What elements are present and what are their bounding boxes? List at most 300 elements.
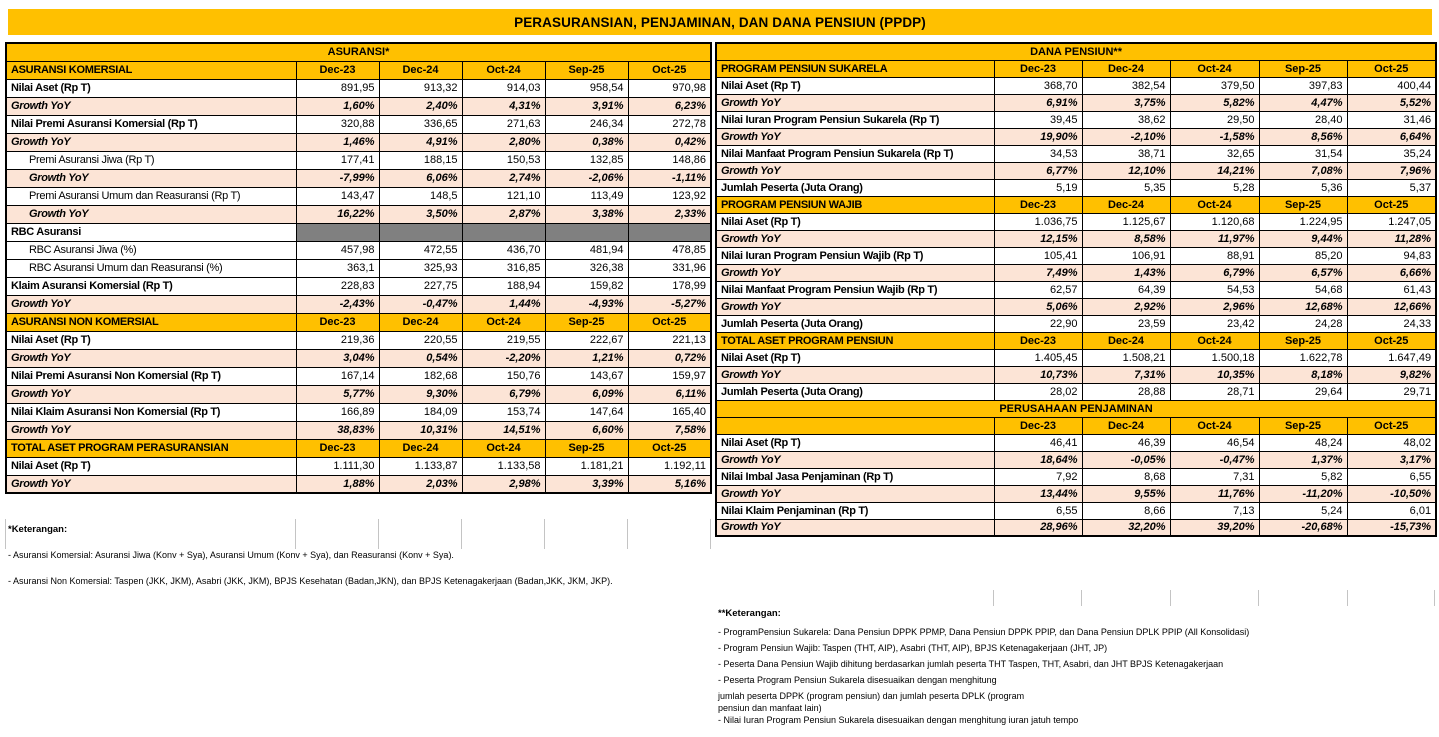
section-header-label: PROGRAM PENSIUN WAJIB [716,196,994,213]
gridline-stub [710,519,711,549]
value-cell: 12,10% [1082,162,1170,179]
value-cell: 10,73% [994,366,1082,383]
value-cell: 38,83% [296,421,379,439]
value-cell: 7,31% [1082,366,1170,383]
column-header: Oct-25 [1347,332,1436,349]
disabled-cell [379,223,462,241]
column-header: Oct-25 [628,439,711,457]
column-header: Oct-25 [628,61,711,79]
dana-pensiun-table [715,42,1437,537]
value-cell: 1,44% [462,295,545,313]
value-cell: 336,65 [379,115,462,133]
value-cell: 123,92 [628,187,711,205]
column-header: Dec-24 [1082,60,1170,77]
value-cell: 5,36 [1259,179,1347,196]
value-cell: 2,92% [1082,298,1170,315]
column-header: Sep-25 [1259,196,1347,213]
value-cell: 24,33 [1347,315,1436,332]
value-cell: 23,42 [1170,315,1259,332]
value-cell: 1.120,68 [1170,213,1259,230]
value-cell: 2,98% [462,475,545,493]
column-header: Dec-23 [994,196,1082,213]
row-label: Growth YoY [716,230,994,247]
row-label: Nilai Manfaat Program Pensiun Sukarela (Rp T) [716,145,994,162]
value-cell: 271,63 [462,115,545,133]
value-cell: 38,71 [1082,145,1170,162]
value-cell: 10,31% [379,421,462,439]
row-label: Nilai Aset (Rp T) [6,457,296,475]
value-cell: -0,47% [379,295,462,313]
row-label: Growth YoY [6,385,296,403]
value-cell: 159,97 [628,367,711,385]
disabled-cell [628,223,711,241]
column-header: Dec-24 [1082,417,1170,434]
value-cell: 3,04% [296,349,379,367]
value-cell: 148,86 [628,151,711,169]
value-cell: 10,35% [1170,366,1259,383]
gridline-stub [1434,590,1435,606]
row-label: Premi Asuransi Jiwa (Rp T) [6,151,296,169]
footnote-line: - Asuransi Komersial: Asuransi Jiwa (Konv + Sya), Asuransi Umum (Konv + Sya), dan Reasuransi (Konv + Sya). [8,550,454,560]
value-cell: 5,82% [1170,94,1259,111]
value-cell: 8,58% [1082,230,1170,247]
value-cell: 31,54 [1259,145,1347,162]
row-label: Growth YoY [6,97,296,115]
value-cell: 19,90% [994,128,1082,145]
value-cell: 913,32 [379,79,462,97]
value-cell: 1.111,30 [296,457,379,475]
value-cell: -4,93% [545,295,628,313]
value-cell: 6,77% [994,162,1082,179]
gridline-stub [1170,590,1171,606]
footnote-line: jumlah peserta DPPK (program pensiun) dan jumlah peserta DPLK (program [718,691,1025,701]
value-cell: 478,85 [628,241,711,259]
section-header-label: TOTAL ASET PROGRAM PENSIUN [716,332,994,349]
value-cell: 7,58% [628,421,711,439]
value-cell: 54,53 [1170,281,1259,298]
value-cell: 32,20% [1082,519,1170,536]
value-cell: 6,91% [994,94,1082,111]
value-cell: 11,76% [1170,485,1259,502]
value-cell: 2,33% [628,205,711,223]
row-label: Klaim Asuransi Komersial (Rp T) [6,277,296,295]
value-cell: 113,49 [545,187,628,205]
section-header-label: ASURANSI KOMERSIAL [6,61,296,79]
value-cell: 2,74% [462,169,545,187]
value-cell: 2,87% [462,205,545,223]
row-label: Growth YoY [6,421,296,439]
value-cell: 400,44 [1347,77,1436,94]
row-label: Nilai Aset (Rp T) [716,349,994,366]
value-cell: 7,92 [994,468,1082,485]
row-label: Growth YoY [716,485,994,502]
row-label: Nilai Aset (Rp T) [716,213,994,230]
value-cell: 326,38 [545,259,628,277]
value-cell: 436,70 [462,241,545,259]
value-cell: -2,43% [296,295,379,313]
value-cell: 379,50 [1170,77,1259,94]
value-cell: 1,43% [1082,264,1170,281]
column-header: Dec-23 [296,313,379,331]
disabled-cell [545,223,628,241]
row-label: Nilai Iuran Program Pensiun Sukarela (Rp T) [716,111,994,128]
value-cell: 23,59 [1082,315,1170,332]
value-cell: 5,82 [1259,468,1347,485]
row-label: Jumlah Peserta (Juta Orang) [716,383,994,400]
footnotes-heading: **Keterangan: [718,608,781,619]
value-cell: 46,41 [994,434,1082,451]
value-cell: 5,24 [1259,502,1347,519]
value-cell: 29,64 [1259,383,1347,400]
column-header: Dec-24 [379,313,462,331]
value-cell: 12,15% [994,230,1082,247]
value-cell: 7,13 [1170,502,1259,519]
value-cell: 6,23% [628,97,711,115]
value-cell: 220,55 [379,331,462,349]
gridline-stub [1081,590,1082,606]
value-cell: 6,11% [628,385,711,403]
value-cell: 29,71 [1347,383,1436,400]
value-cell: 18,64% [994,451,1082,468]
value-cell: 0,72% [628,349,711,367]
column-header: Dec-24 [379,61,462,79]
value-cell: 9,82% [1347,366,1436,383]
value-cell: 6,57% [1259,264,1347,281]
value-cell: 4,47% [1259,94,1347,111]
value-cell: 11,28% [1347,230,1436,247]
value-cell: -7,99% [296,169,379,187]
value-cell: 222,67 [545,331,628,349]
value-cell: 6,01 [1347,502,1436,519]
value-cell: 182,68 [379,367,462,385]
row-label: Nilai Klaim Penjaminan (Rp T) [716,502,994,519]
value-cell: 219,36 [296,331,379,349]
row-label: Growth YoY [716,128,994,145]
value-cell: 6,60% [545,421,628,439]
dana-pensiun-footnotes [718,608,1434,734]
gridline-stub [627,519,628,549]
asuransi-table [5,42,712,494]
column-header: Sep-25 [1259,332,1347,349]
value-cell: 2,96% [1170,298,1259,315]
value-cell: 1.133,58 [462,457,545,475]
value-cell: 891,95 [296,79,379,97]
asuransi-footnotes [8,524,708,602]
value-cell: 7,31 [1170,468,1259,485]
column-header: Sep-25 [1259,417,1347,434]
value-cell: 3,38% [545,205,628,223]
value-cell: 958,54 [545,79,628,97]
value-cell: -15,73% [1347,519,1436,536]
gridline-stub [378,519,379,549]
value-cell: 1.405,45 [994,349,1082,366]
value-cell: 148,5 [379,187,462,205]
value-cell: 1.181,21 [545,457,628,475]
value-cell: 1.192,11 [628,457,711,475]
row-label: Nilai Aset (Rp T) [6,331,296,349]
value-cell: 363,1 [296,259,379,277]
value-cell: 29,50 [1170,111,1259,128]
value-cell: 6,64% [1347,128,1436,145]
value-cell: 14,51% [462,421,545,439]
page-title: PERASURANSIAN, PENJAMINAN, DAN DANA PENSIUN (PPDP) [8,9,1432,35]
column-header: Sep-25 [1259,60,1347,77]
value-cell: 7,08% [1259,162,1347,179]
value-cell: 5,19 [994,179,1082,196]
value-cell: 368,70 [994,77,1082,94]
value-cell: 3,50% [379,205,462,223]
value-cell: 28,71 [1170,383,1259,400]
row-label: Nilai Klaim Asuransi Non Komersial (Rp T) [6,403,296,421]
gridline-stub [461,519,462,549]
column-header: Oct-24 [462,439,545,457]
value-cell: 8,68 [1082,468,1170,485]
value-cell: 165,40 [628,403,711,421]
value-cell: 8,18% [1259,366,1347,383]
value-cell: 6,79% [462,385,545,403]
value-cell: 5,28 [1170,179,1259,196]
row-label: Nilai Imbal Jasa Penjaminan (Rp T) [716,468,994,485]
value-cell: 32,65 [1170,145,1259,162]
row-label: Growth YoY [716,94,994,111]
value-cell: 54,68 [1259,281,1347,298]
value-cell: 46,54 [1170,434,1259,451]
footnotes-heading: *Keterangan: [8,524,68,535]
value-cell: -2,10% [1082,128,1170,145]
value-cell: 3,75% [1082,94,1170,111]
value-cell: -1,58% [1170,128,1259,145]
value-cell: 316,85 [462,259,545,277]
value-cell: 1.224,95 [1259,213,1347,230]
row-label: Growth YoY [6,349,296,367]
column-header: Oct-24 [1170,196,1259,213]
value-cell: 5,52% [1347,94,1436,111]
row-label: Nilai Iuran Program Pensiun Wajib (Rp T) [716,247,994,264]
gridline-stub [295,519,296,549]
value-cell: 8,56% [1259,128,1347,145]
column-header: Oct-24 [1170,60,1259,77]
value-cell: -0,47% [1170,451,1259,468]
value-cell: 1.622,78 [1259,349,1347,366]
row-label: Premi Asuransi Umum dan Reasuransi (Rp T) [6,187,296,205]
column-header: Oct-24 [1170,417,1259,434]
value-cell: 178,99 [628,277,711,295]
value-cell: 16,22% [296,205,379,223]
column-header: Dec-23 [296,439,379,457]
value-cell: 64,39 [1082,281,1170,298]
value-cell: 177,41 [296,151,379,169]
row-label: Jumlah Peserta (Juta Orang) [716,315,994,332]
section-header-label: ASURANSI NON KOMERSIAL [6,313,296,331]
value-cell: 12,66% [1347,298,1436,315]
value-cell: 227,75 [379,277,462,295]
row-label: Growth YoY [716,451,994,468]
column-header: Dec-23 [994,417,1082,434]
value-cell: 382,54 [1082,77,1170,94]
value-cell: 28,02 [994,383,1082,400]
value-cell: 1,37% [1259,451,1347,468]
value-cell: -1,11% [628,169,711,187]
section-header-label: PROGRAM PENSIUN SUKARELA [716,60,994,77]
value-cell: -0,05% [1082,451,1170,468]
row-label: Growth YoY [716,162,994,179]
value-cell: 132,85 [545,151,628,169]
value-cell: -20,68% [1259,519,1347,536]
row-label: RBC Asuransi Jiwa (%) [6,241,296,259]
footnote-line: pensiun dan manfaat lain) [718,703,822,713]
row-label: RBC Asuransi Umum dan Reasuransi (%) [6,259,296,277]
value-cell: 1,21% [545,349,628,367]
value-cell: 11,97% [1170,230,1259,247]
value-cell: 5,06% [994,298,1082,315]
value-cell: 7,49% [994,264,1082,281]
row-label: Nilai Premi Asuransi Non Komersial (Rp T) [6,367,296,385]
value-cell: 0,38% [545,133,628,151]
value-cell: 28,40 [1259,111,1347,128]
value-cell: 88,91 [1170,247,1259,264]
value-cell: 188,15 [379,151,462,169]
value-cell: 105,41 [994,247,1082,264]
value-cell: 14,21% [1170,162,1259,179]
value-cell: 34,53 [994,145,1082,162]
value-cell: 5,37 [1347,179,1436,196]
value-cell: 94,83 [1347,247,1436,264]
value-cell: 5,77% [296,385,379,403]
column-header: Dec-23 [994,332,1082,349]
value-cell: 121,10 [462,187,545,205]
row-label: Nilai Manfaat Program Pensiun Wajib (Rp T) [716,281,994,298]
column-header: Dec-24 [379,439,462,457]
value-cell: 472,55 [379,241,462,259]
section-header-label: TOTAL ASET PROGRAM PERASURANSIAN [6,439,296,457]
footnote-line: - ProgramPensiun Sukarela: Dana Pensiun DPPK PPMP, Dana Pensiun DPPK PPIP, dan Dana Pensiun DPLK PPIP (All Konsolidasi) [718,627,1250,637]
value-cell: 159,82 [545,277,628,295]
value-cell: 46,39 [1082,434,1170,451]
value-cell: 22,90 [994,315,1082,332]
value-cell: 143,67 [545,367,628,385]
value-cell: 246,34 [545,115,628,133]
value-cell: 8,66 [1082,502,1170,519]
value-cell: 331,96 [628,259,711,277]
value-cell: 31,46 [1347,111,1436,128]
value-cell: -10,50% [1347,485,1436,502]
value-cell: 150,76 [462,367,545,385]
column-header: Oct-25 [1347,417,1436,434]
value-cell: 85,20 [1259,247,1347,264]
footnote-line: - Peserta Program Pensiun Sukarela disesuaikan dengan menghitung [718,675,997,685]
value-cell: 9,30% [379,385,462,403]
value-cell: 1.647,49 [1347,349,1436,366]
row-label: Growth YoY [716,298,994,315]
gridline-stub [5,519,6,549]
value-cell: 106,91 [1082,247,1170,264]
value-cell: 1.247,05 [1347,213,1436,230]
value-cell: 38,62 [1082,111,1170,128]
table-title: DANA PENSIUN** [716,43,1436,60]
footnote-line: - Program Pensiun Wajib: Taspen (THT, AIP), Asabri (THT, AIP), BPJS Ketenagakerjaan (JHT, JP) [718,643,1108,653]
gridline-stub [1258,590,1259,606]
value-cell: 1.508,21 [1082,349,1170,366]
value-cell: 3,91% [545,97,628,115]
footnote-line: - Asuransi Non Komersial: Taspen (JKK, JKM), Asabri (JKK, JKM), BPJS Kesehatan (Badan,JKN), dan BPJS Ketenagakerjaan (Badan,JKK, JKM, JKP). [8,576,613,586]
column-header: Dec-23 [994,60,1082,77]
footnote-line: - Peserta Dana Pensiun Wajib dihitung berdasarkan jumlah peserta THT Taspen, THT, Asabri, dan JHT BPJS Ketenagakerjaan [718,659,1224,669]
footnote-line: - Nilai Iuran Program Pensiun Sukarela disesuaikan dengan menghitung iuran jatuh tempo [718,715,1079,725]
row-label: Growth YoY [6,475,296,493]
column-header: Oct-25 [628,313,711,331]
column-header: Sep-25 [545,439,628,457]
value-cell: 6,79% [1170,264,1259,281]
value-cell: 1,60% [296,97,379,115]
gridline-stub [993,590,994,606]
row-label: Growth YoY [6,205,296,223]
value-cell: -11,20% [1259,485,1347,502]
value-cell: 2,80% [462,133,545,151]
value-cell: 1,46% [296,133,379,151]
column-header: Oct-24 [462,313,545,331]
gridline-stub [1347,590,1348,606]
value-cell: 6,55 [1347,468,1436,485]
value-cell: 0,42% [628,133,711,151]
value-cell: 153,74 [462,403,545,421]
value-cell: 166,89 [296,403,379,421]
value-cell: 320,88 [296,115,379,133]
value-cell: 1.133,87 [379,457,462,475]
value-cell: 9,44% [1259,230,1347,247]
value-cell: 6,55 [994,502,1082,519]
value-cell: 397,83 [1259,77,1347,94]
column-header: Sep-25 [545,61,628,79]
value-cell: 7,96% [1347,162,1436,179]
row-label: Nilai Aset (Rp T) [6,79,296,97]
value-cell: 28,96% [994,519,1082,536]
disabled-cell [296,223,379,241]
value-cell: 3,17% [1347,451,1436,468]
value-cell: 1,88% [296,475,379,493]
value-cell: 62,57 [994,281,1082,298]
row-label: Nilai Premi Asuransi Komersial (Rp T) [6,115,296,133]
section-header-label [716,417,994,434]
value-cell: 457,98 [296,241,379,259]
value-cell: 1.125,67 [1082,213,1170,230]
row-label: Growth YoY [716,519,994,536]
value-cell: 0,54% [379,349,462,367]
table-title: ASURANSI* [6,43,711,61]
value-cell: -2,06% [545,169,628,187]
value-cell: 48,24 [1259,434,1347,451]
value-cell: 184,09 [379,403,462,421]
value-cell: 12,68% [1259,298,1347,315]
value-cell: 6,66% [1347,264,1436,281]
column-header: Sep-25 [545,313,628,331]
value-cell: 5,16% [628,475,711,493]
value-cell: 167,14 [296,367,379,385]
value-cell: 35,24 [1347,145,1436,162]
value-cell: 5,35 [1082,179,1170,196]
column-header: Dec-23 [296,61,379,79]
column-header: Dec-24 [1082,332,1170,349]
value-cell: -2,20% [462,349,545,367]
value-cell: 1.036,75 [994,213,1082,230]
value-cell: 325,93 [379,259,462,277]
value-cell: 481,94 [545,241,628,259]
value-cell: 188,94 [462,277,545,295]
row-label: Growth YoY [6,295,296,313]
section-header-merged: PERUSAHAAN PENJAMINAN [716,400,1436,417]
value-cell: 2,03% [379,475,462,493]
column-header: Oct-24 [1170,332,1259,349]
value-cell: 219,55 [462,331,545,349]
